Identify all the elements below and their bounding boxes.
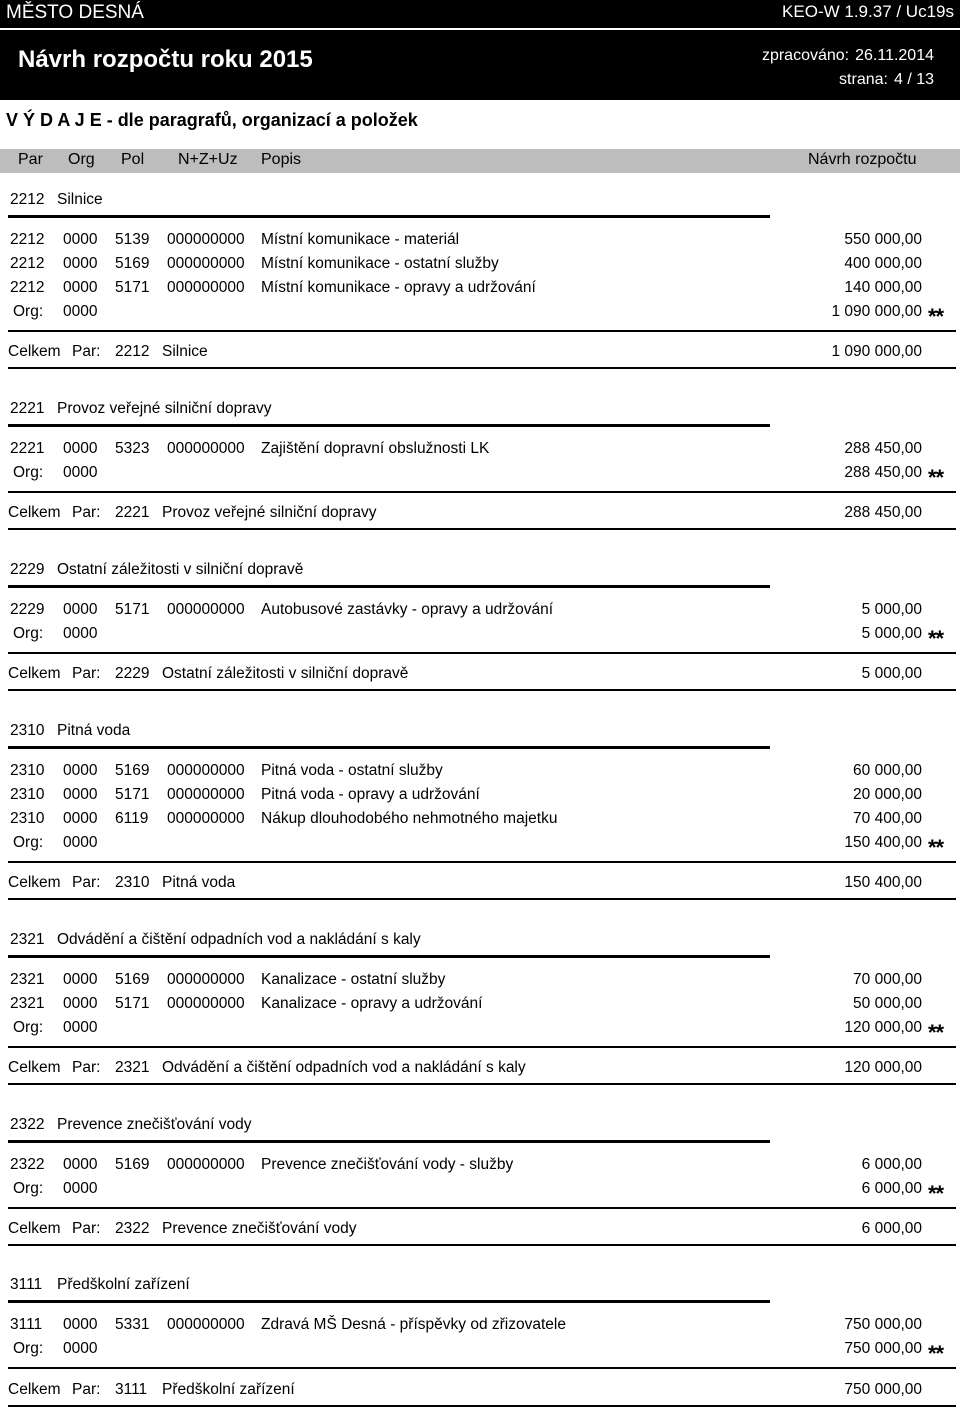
- total-par-label: Par:: [72, 504, 101, 521]
- row-org: 0000: [63, 279, 98, 296]
- section-divider: [8, 955, 770, 958]
- org-code: 0000: [63, 834, 98, 851]
- section-divider: [8, 1140, 770, 1143]
- section-title: Silnice: [57, 191, 103, 208]
- total-par-label: Par:: [72, 874, 101, 891]
- row-nzu: 000000000: [167, 810, 245, 827]
- col-amount: Návrh rozpočtu: [808, 151, 917, 168]
- row-amount: 70 000,00: [853, 971, 922, 988]
- org-code: 0000: [63, 303, 98, 320]
- org-label: Org:: [13, 834, 44, 851]
- section-divider: [8, 424, 770, 427]
- subtotal-stars: **: [928, 1181, 944, 1206]
- org-label: Org:: [13, 1019, 44, 1036]
- row-description: Pitná voda - ostatní služby: [261, 762, 443, 779]
- report-subtitle: V Ý D A J E - dle paragrafů, organizací a položek: [6, 110, 418, 130]
- org-divider: [8, 1207, 956, 1209]
- row-pol: 5169: [115, 971, 150, 988]
- row-pol: 5169: [115, 255, 150, 272]
- total-label: Celkem: [8, 1381, 61, 1398]
- row-par: 2310: [10, 762, 45, 779]
- org-subtotal: 750 000,00: [844, 1340, 922, 1357]
- row-description: Kanalizace - opravy a udržování: [261, 995, 483, 1012]
- row-org: 0000: [63, 1316, 98, 1333]
- row-pol: 6119: [115, 810, 149, 827]
- row-par: 2322: [10, 1156, 45, 1173]
- total-par-label: Par:: [72, 1381, 101, 1398]
- section-par-code: 2310: [10, 722, 45, 739]
- row-pol: 5169: [115, 762, 150, 779]
- row-org: 0000: [63, 601, 98, 618]
- total-par-code: 2321: [115, 1059, 150, 1076]
- row-org: 0000: [63, 995, 98, 1012]
- org-divider: [8, 491, 956, 493]
- row-nzu: 000000000: [167, 971, 245, 988]
- row-nzu: 000000000: [167, 762, 245, 779]
- org-label: Org:: [13, 625, 44, 642]
- section-par-code: 2212: [10, 191, 45, 208]
- row-par: 2221: [10, 440, 45, 457]
- system-id: KEO-W 1.9.37 / Uc19s: [782, 2, 954, 21]
- section-total: 6 000,00: [861, 1220, 922, 1237]
- row-description: Prevence znečišťování vody - služby: [261, 1156, 514, 1173]
- total-par-code: 2221: [115, 504, 150, 521]
- total-label: Celkem: [8, 665, 61, 682]
- row-nzu: 000000000: [167, 786, 245, 803]
- row-nzu: 000000000: [167, 1316, 245, 1333]
- org-code: 0000: [63, 625, 98, 642]
- row-pol: 5171: [115, 601, 150, 618]
- report-banner: [0, 0, 960, 100]
- org-divider: [8, 330, 956, 332]
- section-par-code: 2322: [10, 1116, 45, 1133]
- row-description: Nákup dlouhodobého nehmotného majetku: [261, 810, 558, 827]
- total-par-name: Ostatní záležitosti v silniční dopravě: [162, 665, 409, 682]
- total-par-label: Par:: [72, 1220, 101, 1237]
- org-label: Org:: [13, 1340, 44, 1357]
- total-label: Celkem: [8, 1220, 61, 1237]
- org-subtotal: 5 000,00: [861, 625, 922, 642]
- subtotal-stars: **: [928, 1020, 944, 1045]
- row-amount: 5 000,00: [861, 601, 922, 618]
- row-par: 2212: [10, 279, 45, 296]
- row-pol: 5171: [115, 279, 150, 296]
- row-pol: 5331: [115, 1316, 150, 1333]
- row-org: 0000: [63, 255, 98, 272]
- row-par: 2229: [10, 601, 45, 618]
- org-divider: [8, 861, 956, 863]
- section-total: 288 450,00: [844, 504, 922, 521]
- row-pol: 5171: [115, 995, 150, 1012]
- org-code: 0000: [63, 464, 98, 481]
- org-code: 0000: [63, 1019, 98, 1036]
- row-description: Pitná voda - opravy a udržování: [261, 786, 480, 803]
- org-label: Org:: [13, 303, 44, 320]
- subtotal-stars: **: [928, 1341, 944, 1366]
- org-subtotal: 150 400,00: [844, 834, 922, 851]
- total-par-code: 2229: [115, 665, 150, 682]
- row-amount: 20 000,00: [853, 786, 922, 803]
- page-number: 4 / 13: [893, 71, 934, 88]
- total-par-name: Odvádění a čištění odpadních vod a nakládání s kaly: [162, 1059, 526, 1076]
- row-par: 2310: [10, 810, 45, 827]
- total-divider: [8, 367, 956, 369]
- total-par-name: Prevence znečišťování vody: [162, 1220, 357, 1237]
- row-amount: 50 000,00: [853, 995, 922, 1012]
- section-par-code: 3111: [10, 1276, 43, 1293]
- row-amount: 6 000,00: [861, 1156, 922, 1173]
- processed-label: zpracováno:: [761, 47, 850, 64]
- subtotal-stars: **: [928, 465, 944, 490]
- report-title: Návrh rozpočtu roku 2015: [18, 46, 313, 73]
- section-title: Pitná voda: [57, 722, 131, 739]
- total-par-code: 2310: [115, 874, 150, 891]
- org-label: Org:: [13, 464, 44, 481]
- total-par-name: Předškolní zařízení: [162, 1381, 295, 1398]
- row-amount: 750 000,00: [844, 1316, 922, 1333]
- org-label: Org:: [13, 1180, 44, 1197]
- org-name: MĚSTO DESNÁ: [6, 2, 144, 23]
- row-amount: 550 000,00: [844, 231, 922, 248]
- total-par-label: Par:: [72, 665, 101, 682]
- org-divider: [8, 1367, 956, 1369]
- row-org: 0000: [63, 1156, 98, 1173]
- section-divider: [8, 1300, 770, 1303]
- row-description: Kanalizace - ostatní služby: [261, 971, 446, 988]
- row-pol: 5139: [115, 231, 150, 248]
- section-total: 120 000,00: [844, 1059, 922, 1076]
- row-amount: 400 000,00: [844, 255, 922, 272]
- section-title: Odvádění a čištění odpadních vod a nakládání s kaly: [57, 931, 421, 948]
- row-par: 2310: [10, 786, 45, 803]
- section-title: Předškolní zařízení: [57, 1276, 190, 1293]
- row-nzu: 000000000: [167, 279, 245, 296]
- col-popis: Popis: [261, 151, 302, 168]
- row-pol: 5323: [115, 440, 150, 457]
- org-subtotal: 288 450,00: [844, 464, 922, 481]
- total-par-label: Par:: [72, 343, 101, 360]
- col-nzu: N+Z+Uz: [178, 151, 238, 168]
- column-header-bar: [0, 149, 960, 173]
- row-amount: 288 450,00: [844, 440, 922, 457]
- section-par-code: 2321: [10, 931, 45, 948]
- row-amount: 60 000,00: [853, 762, 922, 779]
- row-description: Zajištění dopravní obslužnosti LK: [261, 440, 490, 457]
- section-divider: [8, 215, 770, 218]
- row-pol: 5171: [115, 786, 150, 803]
- col-pol: Pol: [121, 151, 145, 168]
- section-par-code: 2221: [10, 400, 45, 417]
- row-org: 0000: [63, 810, 98, 827]
- row-description: Autobusové zastávky - opravy a udržování: [261, 601, 554, 618]
- subtotal-stars: **: [928, 626, 944, 651]
- row-nzu: 000000000: [167, 440, 245, 457]
- total-divider: [8, 528, 956, 530]
- total-par-name: Provoz veřejné silniční dopravy: [162, 504, 377, 521]
- section-divider: [8, 585, 770, 588]
- row-org: 0000: [63, 786, 98, 803]
- total-divider: [8, 689, 956, 691]
- page-label: strana:: [839, 71, 888, 88]
- total-par-code: 2322: [115, 1220, 150, 1237]
- section-title: Provoz veřejné silniční dopravy: [57, 400, 272, 417]
- section-total: 750 000,00: [844, 1381, 922, 1398]
- row-par: 2212: [10, 255, 45, 272]
- row-nzu: 000000000: [167, 231, 245, 248]
- row-org: 0000: [63, 440, 98, 457]
- org-subtotal: 6 000,00: [861, 1180, 922, 1197]
- org-divider: [8, 652, 956, 654]
- row-pol: 5169: [115, 1156, 150, 1173]
- section-total: 150 400,00: [844, 874, 922, 891]
- total-divider: [8, 1244, 956, 1246]
- section-total: 1 090 000,00: [831, 343, 922, 360]
- row-par: 2321: [10, 971, 45, 988]
- section-divider: [8, 746, 770, 749]
- total-par-name: Silnice: [162, 343, 208, 360]
- report-meta: [762, 44, 934, 92]
- row-amount: 70 400,00: [853, 810, 922, 827]
- total-label: Celkem: [8, 1059, 61, 1076]
- col-par: Par: [18, 151, 43, 168]
- total-label: Celkem: [8, 343, 61, 360]
- processed-date: 26.11.2014: [855, 47, 934, 64]
- row-nzu: 000000000: [167, 255, 245, 272]
- total-divider: [8, 898, 956, 900]
- org-subtotal: 1 090 000,00: [831, 303, 922, 320]
- org-code: 0000: [63, 1180, 98, 1197]
- org-divider: [8, 1046, 956, 1048]
- section-title: Prevence znečišťování vody: [57, 1116, 252, 1133]
- total-par-code: 2212: [115, 343, 150, 360]
- total-label: Celkem: [8, 874, 61, 891]
- row-nzu: 000000000: [167, 1156, 245, 1173]
- total-label: Celkem: [8, 504, 61, 521]
- row-description: Místní komunikace - opravy a udržování: [261, 279, 536, 296]
- row-org: 0000: [63, 971, 98, 988]
- banner-divider: [0, 28, 960, 30]
- total-divider: [8, 1083, 956, 1085]
- row-org: 0000: [63, 762, 98, 779]
- section-title: Ostatní záležitosti v silniční dopravě: [57, 561, 304, 578]
- row-description: Zdravá MŠ Desná - příspěvky od zřizovatele: [261, 1316, 566, 1333]
- subtotal-stars: **: [928, 304, 944, 329]
- row-nzu: 000000000: [167, 995, 245, 1012]
- total-par-name: Pitná voda: [162, 874, 236, 891]
- row-par: 2321: [10, 995, 45, 1012]
- row-par: 2212: [10, 231, 45, 248]
- row-org: 0000: [63, 231, 98, 248]
- org-code: 0000: [63, 1340, 98, 1357]
- col-org: Org: [68, 151, 95, 168]
- row-nzu: 000000000: [167, 601, 245, 618]
- total-par-label: Par:: [72, 1059, 101, 1076]
- row-par: 3111: [10, 1316, 43, 1333]
- row-description: Místní komunikace - ostatní služby: [261, 255, 499, 272]
- org-subtotal: 120 000,00: [844, 1019, 922, 1036]
- section-total: 5 000,00: [861, 665, 922, 682]
- row-description: Místní komunikace - materiál: [261, 231, 460, 248]
- section-par-code: 2229: [10, 561, 45, 578]
- total-par-code: 3111: [115, 1381, 148, 1398]
- subtotal-stars: **: [928, 835, 944, 860]
- row-amount: 140 000,00: [844, 279, 922, 296]
